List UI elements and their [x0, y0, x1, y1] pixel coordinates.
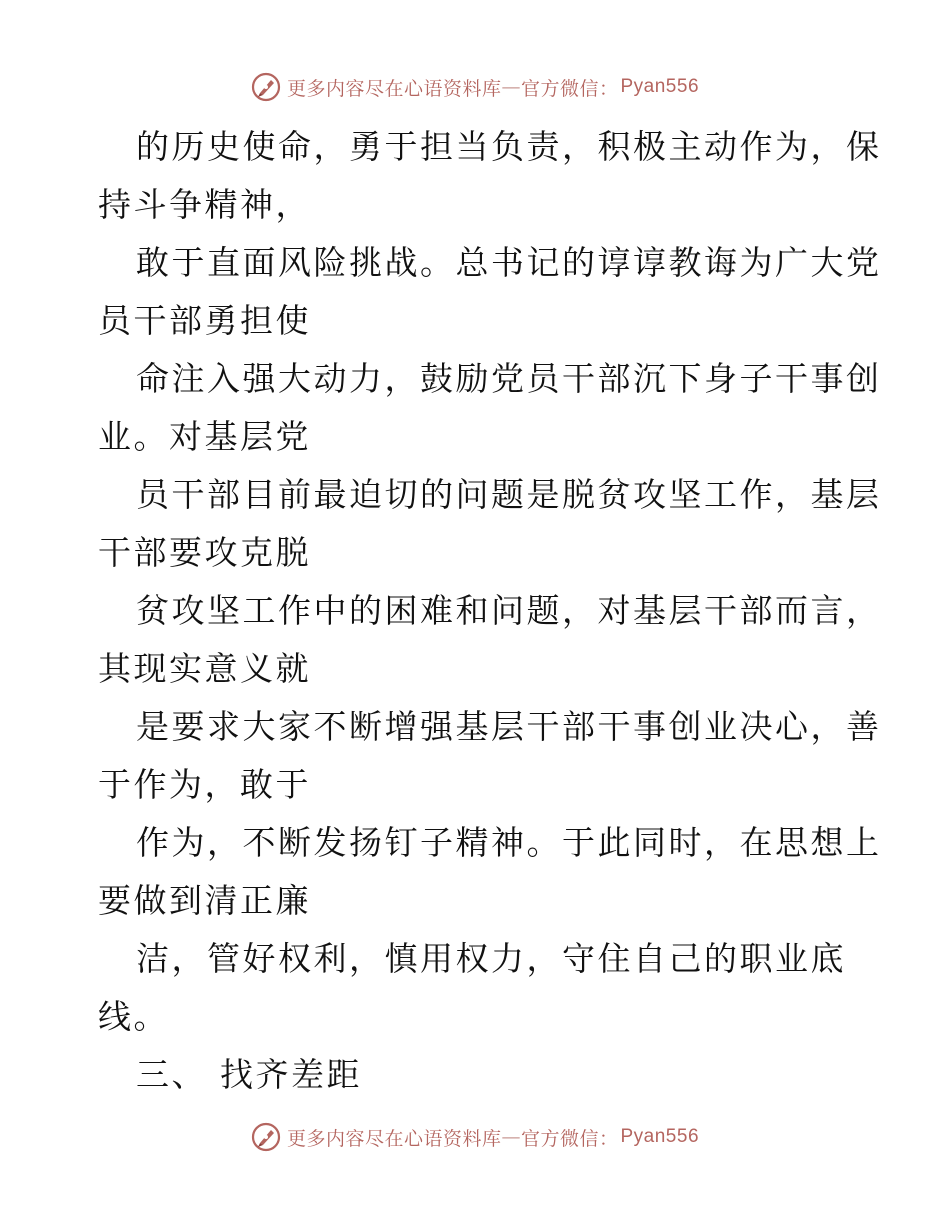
section-heading: 三、 找齐差距	[136, 1055, 362, 1094]
footer-watermark	[0, 1122, 950, 1152]
text-line: 敢于直面风险挑战。总书记的谆谆教诲为广大党	[136, 243, 882, 282]
header-watermark-prefix: 更多内容尽在心语资料库	[286, 77, 502, 100]
text-line: 的历史使命，勇于担当负责，积极主动作为，保	[136, 127, 882, 166]
text-line: 命注入强大动力，鼓励党员干部沉下身子干事创	[136, 359, 882, 398]
text-line: 要做到清正廉	[98, 881, 311, 920]
document-body	[98, 118, 882, 1104]
header-watermark	[0, 72, 950, 102]
text-line: 员干部勇担使	[98, 301, 311, 340]
text-line: 业。对基层党	[98, 417, 311, 456]
footer-watermark-dash: —	[501, 1126, 521, 1148]
text-line: 于作为，敢于	[98, 765, 311, 804]
text-line: 是要求大家不断增强基层干部干事创业决心，善	[136, 707, 882, 746]
text-line: 其现实意义就	[98, 649, 311, 688]
header-watermark-dash: —	[501, 76, 521, 98]
text-line: 员干部目前最迫切的问题是脱贫攻坚工作，基层	[136, 475, 882, 514]
footer-watermark-wechat-id: Pyan556	[620, 1126, 700, 1147]
pen-logo-icon	[251, 72, 281, 102]
footer-watermark-prefix: 更多内容尽在心语资料库	[286, 1127, 502, 1150]
header-watermark-wechat-id: Pyan556	[620, 76, 700, 97]
header-watermark-wechat-label: 官方微信：	[520, 77, 619, 100]
text-line: 贫攻坚工作中的困难和问题，对基层干部而言，	[136, 591, 882, 630]
text-line: 洁，管好权利，慎用权力，守住自己的职业底	[136, 939, 846, 978]
footer-watermark-wechat-label: 官方微信：	[520, 1127, 619, 1150]
text-line: 干部要攻克脱	[98, 533, 311, 572]
pen-logo-icon	[251, 1122, 281, 1152]
text-line: 作为，不断发扬钉子精神。于此同时，在思想上	[136, 823, 882, 862]
text-line: 线。	[98, 997, 169, 1036]
text-line: 持斗争精神，	[98, 185, 311, 224]
